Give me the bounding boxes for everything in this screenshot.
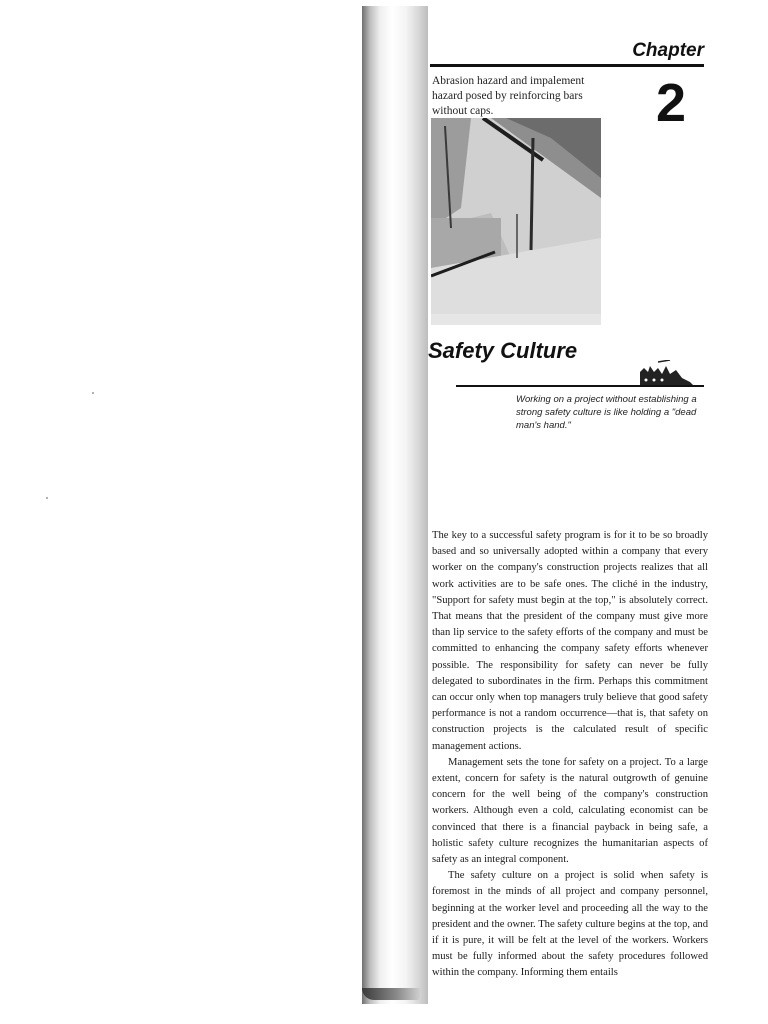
- chapter-label: Chapter: [632, 40, 704, 61]
- right-page: [428, 0, 768, 1024]
- scan-speck: [46, 497, 48, 499]
- book-spine-shadow: [362, 988, 420, 1000]
- book-spine: [362, 6, 428, 1004]
- section-title: Safety Culture: [428, 338, 578, 363]
- body-text: [432, 528, 708, 982]
- rebar-hazard-photo: [431, 118, 601, 325]
- chapter-epigraph: Working on a project without establishing a strong safety culture is like holding a "dead man's hand.": [516, 394, 697, 431]
- chapter-rule: [430, 64, 704, 67]
- skyline-ornament-icon: [636, 360, 694, 386]
- figure-caption: Abrasion hazard and impalement hazard posed by reinforcing bars without caps.: [432, 75, 585, 117]
- title-rule: [456, 385, 704, 387]
- body-paragraph: The key to a successful safety program is for it to be so broadly based and so universally adopted within a company that every worker on the company's construction projects realizes that all work activities are to be safe ones. The cliché in the industry, "Support for safety must begin at the top," is absolutely correct. That means that the president of the company must give more than lip service to the safety efforts of the company and must be committed to enhancing the company safety efforts whenever possible. The responsibility for safety can never be fully delegated to subordinates in the firm. Perhaps this commitment can occur only when top managers truly believe that good safety performance is not a random occurrence—that is, that safety on construction projects is the calculated result of specific management actions.: [432, 530, 708, 752]
- body-paragraph: The safety culture on a project is solid when safety is foremost in the minds of all project and company personnel, beginning at the worker level and proceeding all the way to the president and the owner. The safety culture begins at the top, and if it is pure, it will be felt at the level of the workers. Workers must be fully informed about the safety procedures followed within the company. Informing them entails: [432, 870, 708, 979]
- scan-speck: [92, 392, 94, 394]
- body-paragraph: Management sets the tone for safety on a project. To a large extent, concern for safety is the natural outgrowth of genuine concern for the well being of the company's construction workers. Although even a cold, calculating economist can be convinced that there is a financial payback in being safe, a holistic safety culture recognizes the humanitarian aspects of safety as an integral component.: [432, 756, 708, 866]
- left-page-blank: [0, 0, 366, 1024]
- chapter-number: 2: [655, 73, 686, 133]
